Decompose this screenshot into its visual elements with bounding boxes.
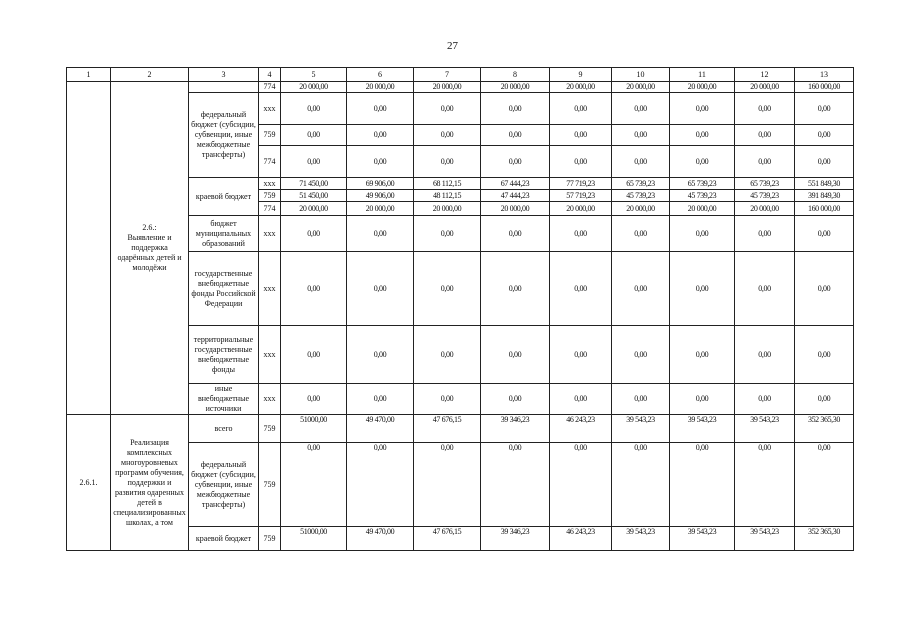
source-label-cell: краевой бюджет [189,178,259,216]
code-cell: 759 [259,415,281,443]
code-cell: 774 [259,82,281,93]
value-cell: 49 470,00 [347,415,414,443]
value-cell: 0,00 [281,326,347,384]
value-cell: 49 906,00 [347,190,414,202]
value-cell: 0,00 [612,93,670,125]
value-cell: 0,00 [795,326,854,384]
code-cell: ххх [259,326,281,384]
value-cell: 67 444,23 [481,178,550,190]
header-cell-3: 3 [189,68,259,82]
value-cell: 0,00 [795,252,854,326]
value-cell: 20 000,00 [670,82,735,93]
value-cell: 46 243,23 [550,527,612,551]
code-cell: ххх [259,93,281,125]
value-cell: 20 000,00 [481,82,550,93]
value-cell: 0,00 [414,146,481,178]
value-cell: 0,00 [347,125,414,146]
value-cell: 45 739,23 [612,190,670,202]
value-cell: 0,00 [481,93,550,125]
source-label-cell: территориальные государственные внебюджетные фонды [189,326,259,384]
subsection-name-cell: Реализация комплексных многоуровневых программ обучения, поддержки и развития одаренных детей в специализированных школах, а том [111,415,189,551]
value-cell: 391 849,30 [795,190,854,202]
value-cell: 51000,00 [281,527,347,551]
value-cell: 20 000,00 [735,82,795,93]
value-cell: 0,00 [481,252,550,326]
value-cell: 45 739,23 [670,190,735,202]
value-cell: 47 676,15 [414,527,481,551]
value-cell: 352 365,30 [795,527,854,551]
value-cell: 0,00 [414,384,481,415]
value-cell: 20 000,00 [414,82,481,93]
value-cell: 0,00 [612,125,670,146]
value-cell: 551 849,30 [795,178,854,190]
header-cell-4: 4 [259,68,281,82]
code-cell: 759 [259,125,281,146]
source-label-cell: иные внебюджетные источники [189,384,259,415]
value-cell: 0,00 [612,443,670,527]
source-label-cell: краевой бюджет [189,527,259,551]
value-cell: 160 000,00 [795,82,854,93]
value-cell: 0,00 [670,384,735,415]
code-cell: 759 [259,190,281,202]
table-row [67,68,854,82]
value-cell: 0,00 [281,146,347,178]
table-row [67,415,854,443]
source-label-cell: федеральный бюджет (субсидии, субвенции, иные межбюджетные трансферты) [189,93,259,178]
value-cell: 0,00 [670,146,735,178]
value-cell: 39 543,23 [612,527,670,551]
value-cell: 0,00 [281,384,347,415]
header-cell-10: 10 [612,68,670,82]
value-cell: 20 000,00 [347,202,414,216]
value-cell: 0,00 [281,93,347,125]
value-cell: 160 000,00 [795,202,854,216]
value-cell: 47 676,15 [414,415,481,443]
value-cell: 0,00 [347,384,414,415]
header-cell-9: 9 [550,68,612,82]
value-cell: 20 000,00 [347,82,414,93]
header-cell-13: 13 [795,68,854,82]
value-cell: 0,00 [347,443,414,527]
value-cell: 0,00 [281,125,347,146]
value-cell: 0,00 [612,326,670,384]
value-cell: 0,00 [735,443,795,527]
value-cell: 0,00 [281,443,347,527]
value-cell: 0,00 [735,252,795,326]
value-cell: 0,00 [414,93,481,125]
header-cell-8: 8 [481,68,550,82]
header-cell-7: 7 [414,68,481,82]
value-cell: 20 000,00 [735,202,795,216]
value-cell: 20 000,00 [281,82,347,93]
value-cell: 65 739,23 [735,178,795,190]
source-label-cell: федеральный бюджет (субсидии, субвенции, иные межбюджетные трансферты) [189,443,259,527]
value-cell: 20 000,00 [481,202,550,216]
header-cell-12: 12 [735,68,795,82]
value-cell: 0,00 [481,125,550,146]
source-label-cell [189,82,259,93]
value-cell: 0,00 [347,146,414,178]
value-cell: 0,00 [347,252,414,326]
value-cell: 0,00 [550,93,612,125]
value-cell: 71 450,00 [281,178,347,190]
subsection-number-cell: 2.6.1. [67,415,111,551]
value-cell: 0,00 [281,252,347,326]
value-cell: 0,00 [481,326,550,384]
value-cell: 49 470,00 [347,527,414,551]
value-cell: 77 719,23 [550,178,612,190]
value-cell: 45 739,23 [735,190,795,202]
value-cell: 20 000,00 [550,202,612,216]
value-cell: 0,00 [670,125,735,146]
value-cell: 20 000,00 [612,82,670,93]
value-cell: 0,00 [481,384,550,415]
value-cell: 0,00 [670,252,735,326]
header-cell-11: 11 [670,68,735,82]
value-cell: 39 543,23 [735,527,795,551]
table-row [67,82,854,93]
value-cell: 0,00 [612,384,670,415]
value-cell: 65 739,23 [670,178,735,190]
value-cell: 20 000,00 [670,202,735,216]
value-cell: 47 444,23 [481,190,550,202]
value-cell: 0,00 [795,93,854,125]
value-cell: 0,00 [414,252,481,326]
section-name-cell: 2.6.: Выявление и поддержка одарённых детей и молодёжи [111,82,189,415]
value-cell: 39 543,23 [612,415,670,443]
value-cell: 0,00 [347,216,414,252]
value-cell: 0,00 [550,443,612,527]
value-cell: 0,00 [550,252,612,326]
value-cell: 0,00 [347,93,414,125]
code-cell: 759 [259,527,281,551]
value-cell: 0,00 [414,216,481,252]
value-cell: 0,00 [481,216,550,252]
value-cell: 69 906,00 [347,178,414,190]
header-cell-2: 2 [111,68,189,82]
value-cell: 0,00 [481,443,550,527]
value-cell: 0,00 [612,216,670,252]
value-cell: 0,00 [735,93,795,125]
value-cell: 0,00 [612,146,670,178]
value-cell: 0,00 [735,326,795,384]
value-cell: 0,00 [795,125,854,146]
value-cell: 0,00 [550,384,612,415]
source-label-cell: всего [189,415,259,443]
value-cell: 20 000,00 [550,82,612,93]
value-cell: 68 112,15 [414,178,481,190]
value-cell: 0,00 [550,146,612,178]
header-cell-5: 5 [281,68,347,82]
value-cell: 57 719,23 [550,190,612,202]
value-cell: 0,00 [612,252,670,326]
source-label-cell: бюджет муниципальных образований [189,216,259,252]
code-cell: 759 [259,443,281,527]
value-cell: 20 000,00 [612,202,670,216]
value-cell: 0,00 [795,146,854,178]
value-cell: 48 112,15 [414,190,481,202]
value-cell: 39 346,23 [481,527,550,551]
value-cell: 0,00 [735,125,795,146]
value-cell: 0,00 [347,326,414,384]
value-cell: 0,00 [281,216,347,252]
code-cell: ххх [259,178,281,190]
header-cell-6: 6 [347,68,414,82]
value-cell: 0,00 [550,125,612,146]
section-number-cell [67,82,111,415]
value-cell: 352 365,30 [795,415,854,443]
value-cell: 0,00 [735,384,795,415]
value-cell: 0,00 [670,326,735,384]
value-cell: 0,00 [795,384,854,415]
code-cell: 774 [259,202,281,216]
value-cell: 0,00 [670,216,735,252]
value-cell: 39 543,23 [670,415,735,443]
code-cell: ххх [259,252,281,326]
value-cell: 0,00 [735,146,795,178]
code-cell: ххх [259,384,281,415]
value-cell: 0,00 [414,443,481,527]
page-number: 27 [447,40,458,52]
budget-table [66,67,854,551]
value-cell: 0,00 [735,216,795,252]
value-cell: 39 543,23 [670,527,735,551]
value-cell: 0,00 [414,326,481,384]
value-cell: 0,00 [795,216,854,252]
value-cell: 51 450,00 [281,190,347,202]
value-cell: 0,00 [481,146,550,178]
value-cell: 0,00 [670,443,735,527]
value-cell: 39 346,23 [481,415,550,443]
value-cell: 0,00 [670,93,735,125]
code-cell: 774 [259,146,281,178]
value-cell: 0,00 [795,443,854,527]
value-cell: 20 000,00 [281,202,347,216]
value-cell: 65 739,23 [612,178,670,190]
header-cell-1: 1 [67,68,111,82]
value-cell: 0,00 [414,125,481,146]
value-cell: 0,00 [550,326,612,384]
value-cell: 20 000,00 [414,202,481,216]
code-cell: ххх [259,216,281,252]
value-cell: 46 243,23 [550,415,612,443]
source-label-cell: государственные внебюджетные фонды Российской Федерации [189,252,259,326]
value-cell: 0,00 [550,216,612,252]
value-cell: 51000,00 [281,415,347,443]
value-cell: 39 543,23 [735,415,795,443]
